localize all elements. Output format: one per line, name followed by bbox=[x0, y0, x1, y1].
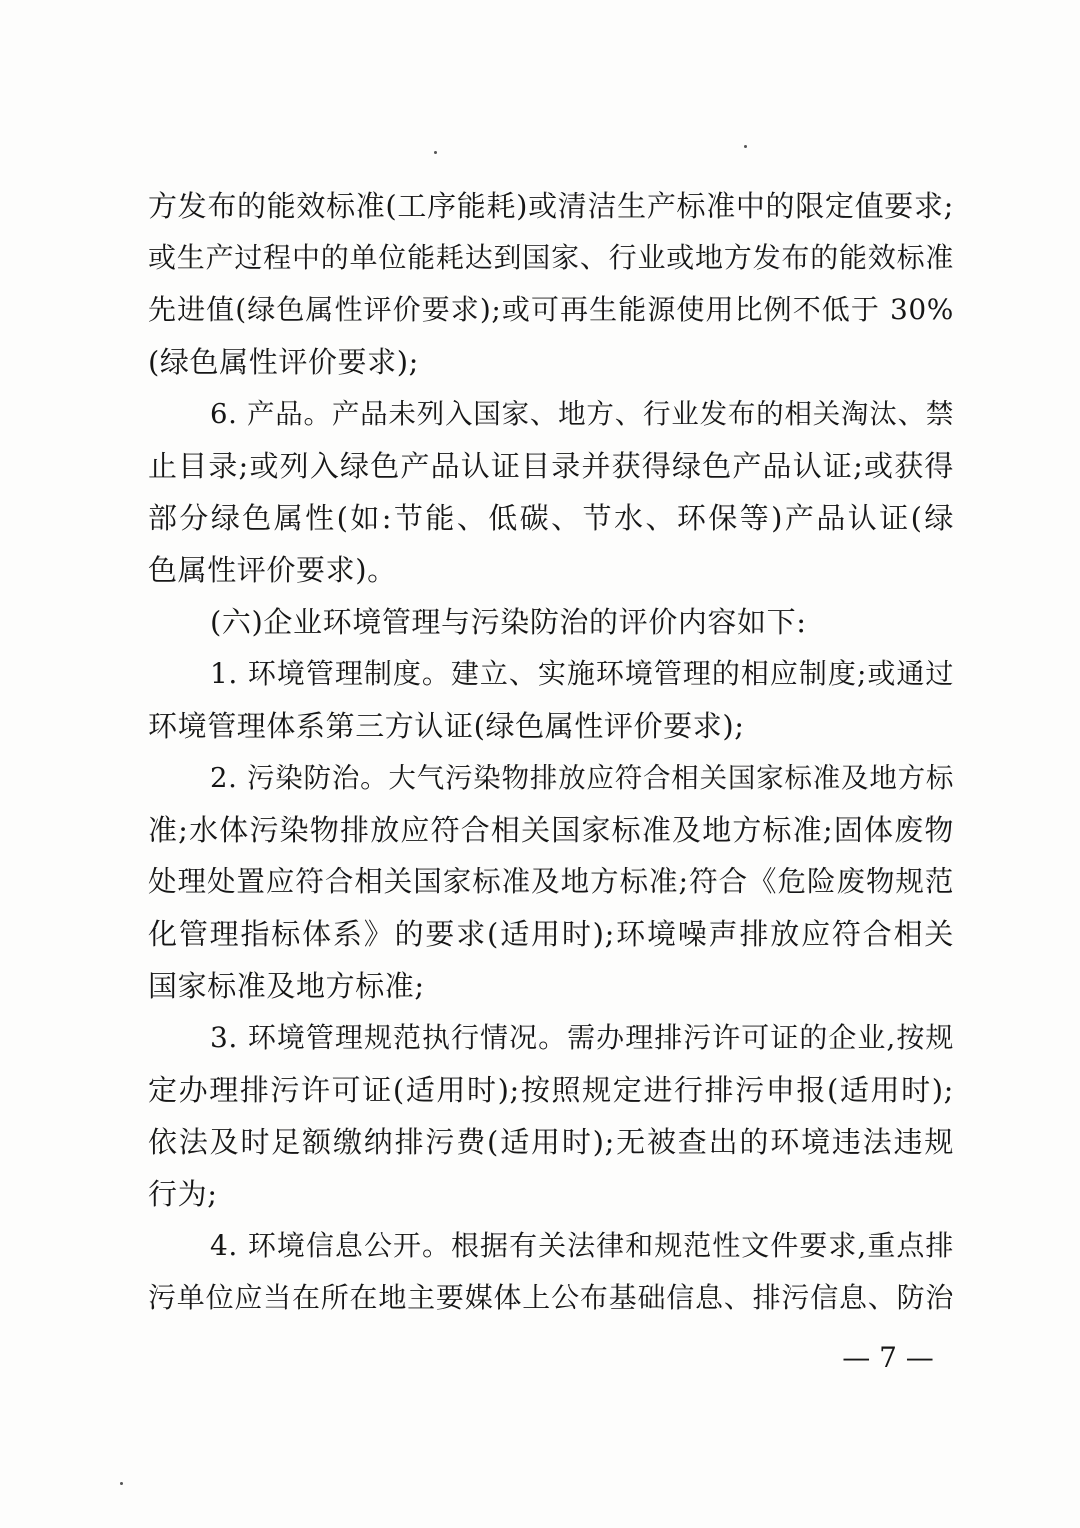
text-line: 先进值(绿色属性评价要求);或可再生能源使用比例不低于 30% bbox=[148, 293, 954, 326]
text-line: 环境管理体系第三方认证(绿色属性评价要求); bbox=[148, 709, 745, 743]
scan-speck bbox=[120, 1482, 123, 1485]
document-body bbox=[148, 180, 954, 1324]
text-line: 色属性评价要求)。 bbox=[148, 553, 397, 587]
text-line: 止目录;或列入绿色产品认证目录并获得绿色产品认证;或获得 bbox=[148, 449, 954, 483]
text-line: 定办理排污许可证(适用时);按照规定进行排污申报(适用时); bbox=[148, 1073, 954, 1107]
text-line: 6. 产品。产品未列入国家、地方、行业发布的相关淘汰、禁 bbox=[210, 398, 954, 430]
text-line: 3. 环境管理规范执行情况。需办理排污许可证的企业,按规 bbox=[210, 1021, 954, 1054]
scan-speck bbox=[744, 145, 747, 148]
text-line: 化管理指标体系》的要求(适用时);环境噪声排放应符合相关 bbox=[148, 917, 954, 951]
text-line: 2. 污染防治。大气污染物排放应符合相关国家标准及地方标 bbox=[210, 762, 954, 794]
text-line: 1. 环境管理制度。建立、实施环境管理的相应制度;或通过 bbox=[210, 657, 954, 690]
text-line: 依法及时足额缴纳排污费(适用时);无被查出的环境违法违规 bbox=[148, 1125, 954, 1159]
text-line: 行为; bbox=[148, 1177, 218, 1211]
text-line: 4. 环境信息公开。根据有关法律和规范性文件要求,重点排 bbox=[210, 1229, 954, 1262]
text-line: 处理处置应符合相关国家标准及地方标准;符合《危险废物规范 bbox=[148, 865, 954, 898]
text-line: 部分绿色属性(如:节能、低碳、节水、环保等)产品认证(绿 bbox=[148, 501, 954, 535]
page-number: — 7 — bbox=[842, 1341, 934, 1374]
text-line: (绿色属性评价要求); bbox=[148, 345, 419, 379]
text-line: 污单位应当在所在地主要媒体上公布基础信息、排污信息、防治 bbox=[148, 1281, 954, 1314]
text-line: 准;水体污染物排放应符合相关国家标准及地方标准;固体废物 bbox=[148, 813, 954, 847]
scan-speck bbox=[434, 151, 437, 154]
text-line: 国家标准及地方标准; bbox=[148, 969, 425, 1003]
text-line: (六)企业环境管理与污染防治的评价内容如下: bbox=[210, 605, 807, 639]
text-line: 或生产过程中的单位能耗达到国家、行业或地方发布的能效标准 bbox=[148, 241, 954, 274]
text-line: 方发布的能效标准(工序能耗)或清洁生产标准中的限定值要求; bbox=[148, 189, 954, 223]
